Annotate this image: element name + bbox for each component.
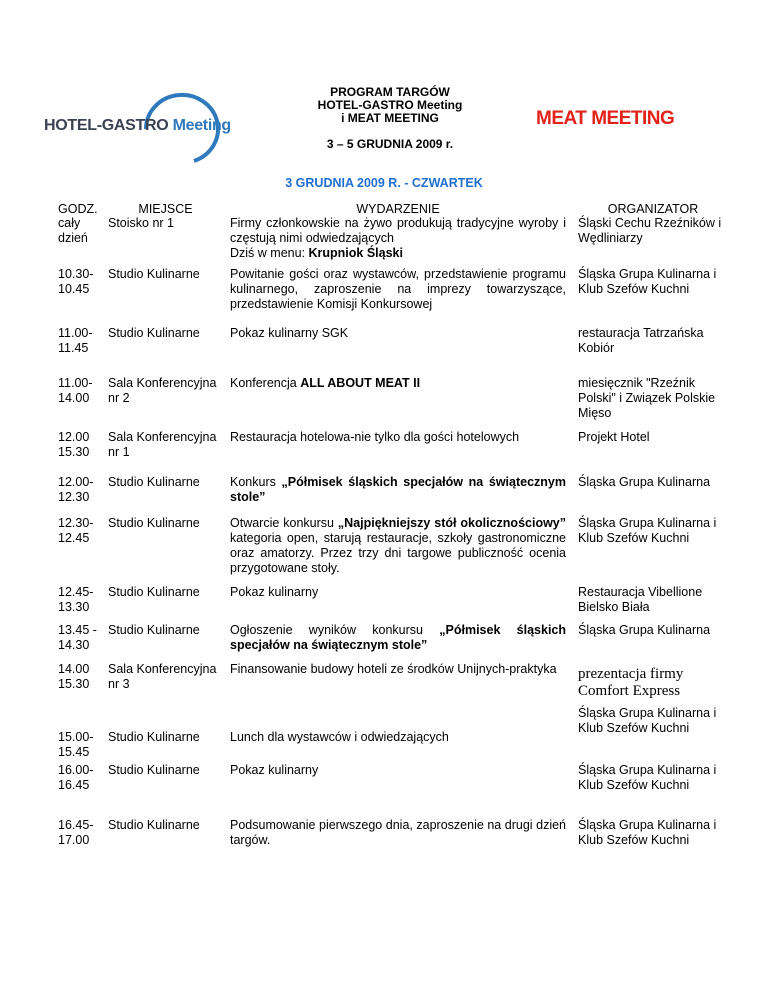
row-organizer: Restauracja Vibellione Bielsko Biała	[578, 585, 703, 614]
row-time: 11.00-14.00	[58, 376, 93, 405]
row-time: 12.00-12.30	[58, 475, 94, 504]
row-event: Ogłoszenie wyników konkursu „Półmisek śląskich specjałów na świątecznym stole”	[230, 623, 566, 652]
row-place: Studio Kulinarne	[108, 475, 200, 489]
row-time: 15.00-15.45	[58, 730, 94, 759]
row-organizer: Projekt Hotel	[578, 430, 650, 444]
row-organizer: Śląska Grupa Kulinarna i Klub Szefów Kuchni	[578, 706, 717, 735]
program-header	[270, 86, 510, 125]
row-organizer: Śląska Grupa Kulinarna	[578, 475, 711, 489]
row-time: 12.00 15.30	[58, 430, 90, 459]
row-event: Pokaz kulinarny	[230, 585, 319, 599]
row-event: Pokaz kulinarny	[230, 763, 319, 777]
row-place: Studio Kulinarne	[108, 585, 200, 599]
row-event: Firmy członkowskie na żywo produkują tradycyjne wyroby i częstują nimi odwiedzających Dziś w menu: Krupniok Śląski	[230, 216, 566, 260]
row-time: 10.30-10.45	[58, 267, 94, 296]
row-time: 11.00-11.45	[58, 326, 93, 355]
row-place: Sala Konferencyjna nr 2	[108, 376, 217, 405]
row-place: Sala Konferencyjna nr 1	[108, 430, 217, 459]
row-event: Pokaz kulinarny SGK	[230, 326, 349, 340]
logo-left-text-2: Meeting	[172, 117, 231, 134]
row-organizer: prezentacja firmy Comfort Express	[578, 666, 684, 699]
row-event: Finansowanie budowy hoteli ze środków Unijnych-praktyka	[230, 662, 557, 676]
row-time: 12.45-13.30	[58, 585, 94, 614]
header-line-2: HOTEL-GASTRO Meeting	[317, 98, 463, 112]
row-event: Konkurs „Półmisek śląskich specjałów na świątecznym stole”	[230, 475, 566, 504]
row-place: Studio Kulinarne	[108, 763, 200, 777]
row-time: 13.45 - 14.30	[58, 623, 97, 652]
event-dates: 3 – 5 GRUDNIA 2009 r.	[326, 137, 454, 151]
row-place: Studio Kulinarne	[108, 623, 200, 637]
hotel-gastro-logo	[40, 95, 240, 143]
row-organizer: Śląska Grupa Kulinarna	[578, 623, 711, 637]
row-organizer: miesięcznik "Rzeźnik Polski" i Związek Polskie Mięso	[578, 376, 716, 420]
row-event: Otwarcie konkursu „Najpiękniejszy stół okolicznościowy” kategoria open, starują restauracje, szkoły gastronomiczne oraz amatorzy. Przez trzy dni targowe publiczność ocenia przygotowane stoły.	[230, 516, 566, 575]
header-line-3: i MEAT MEETING	[341, 111, 439, 125]
row-place: Studio Kulinarne	[108, 267, 200, 281]
row-place: Stoisko nr 1	[108, 216, 175, 230]
row-event: Powitanie gości oraz wystawców, przedstawienie programu kulinarnego, zaproszenie na imprezy towarzyszące, przedstawienie Komisji Konkursowej	[230, 267, 566, 311]
row-place: Sala Konferencyjna nr 3	[108, 662, 217, 691]
row-time: 16.00-16.45	[58, 763, 94, 792]
row-place: Studio Kulinarne	[108, 326, 200, 340]
row-place: Studio Kulinarne	[108, 516, 200, 530]
row-organizer: Śląska Grupa Kulinarna i Klub Szefów Kuchni	[578, 763, 717, 792]
row-time: 14.00 15.30	[58, 662, 90, 691]
row-place: Studio Kulinarne	[108, 818, 200, 832]
header-line-1: PROGRAM TARGÓW	[330, 85, 450, 99]
row-organizer: restauracja Tatrzańska Kobiór	[578, 326, 704, 355]
column-header-organizer: ORGANIZATOR	[607, 202, 699, 216]
row-event: Restauracja hotelowa-nie tylko dla gości hotelowych	[230, 430, 520, 444]
row-organizer: Śląska Grupa Kulinarna i Klub Szefów Kuchni	[578, 516, 717, 545]
meat-meeting-logo: MEAT MEETING	[536, 108, 675, 129]
column-header-time: GODZ.	[58, 202, 98, 216]
row-time: 12.30-12.45	[58, 516, 94, 545]
row-organizer: Śląska Grupa Kulinarna i Klub Szefów Kuchni	[578, 818, 717, 847]
row-time: cały dzień	[58, 216, 88, 245]
row-organizer: Śląski Cechu Rzeźników i Wędliniarzy	[578, 216, 722, 245]
logo-left-text-1: HOTEL-GASTRO	[44, 117, 169, 134]
row-organizer: Śląska Grupa Kulinarna i Klub Szefów Kuchni	[578, 267, 717, 296]
day-title: 3 GRUDNIA 2009 R. - CZWARTEK	[285, 176, 483, 190]
row-event: Podsumowanie pierwszego dnia, zaproszenie na drugi dzień targów.	[230, 818, 566, 847]
row-place: Studio Kulinarne	[108, 730, 200, 744]
column-header-place: MIEJSCE	[138, 202, 193, 216]
column-header-event: WYDARZENIE	[356, 202, 440, 216]
row-time: 16.45-17.00	[58, 818, 94, 847]
row-event: Lunch dla wystawców i odwiedzających	[230, 730, 449, 744]
row-event: Konferencja ALL ABOUT MEAT II	[230, 376, 421, 390]
